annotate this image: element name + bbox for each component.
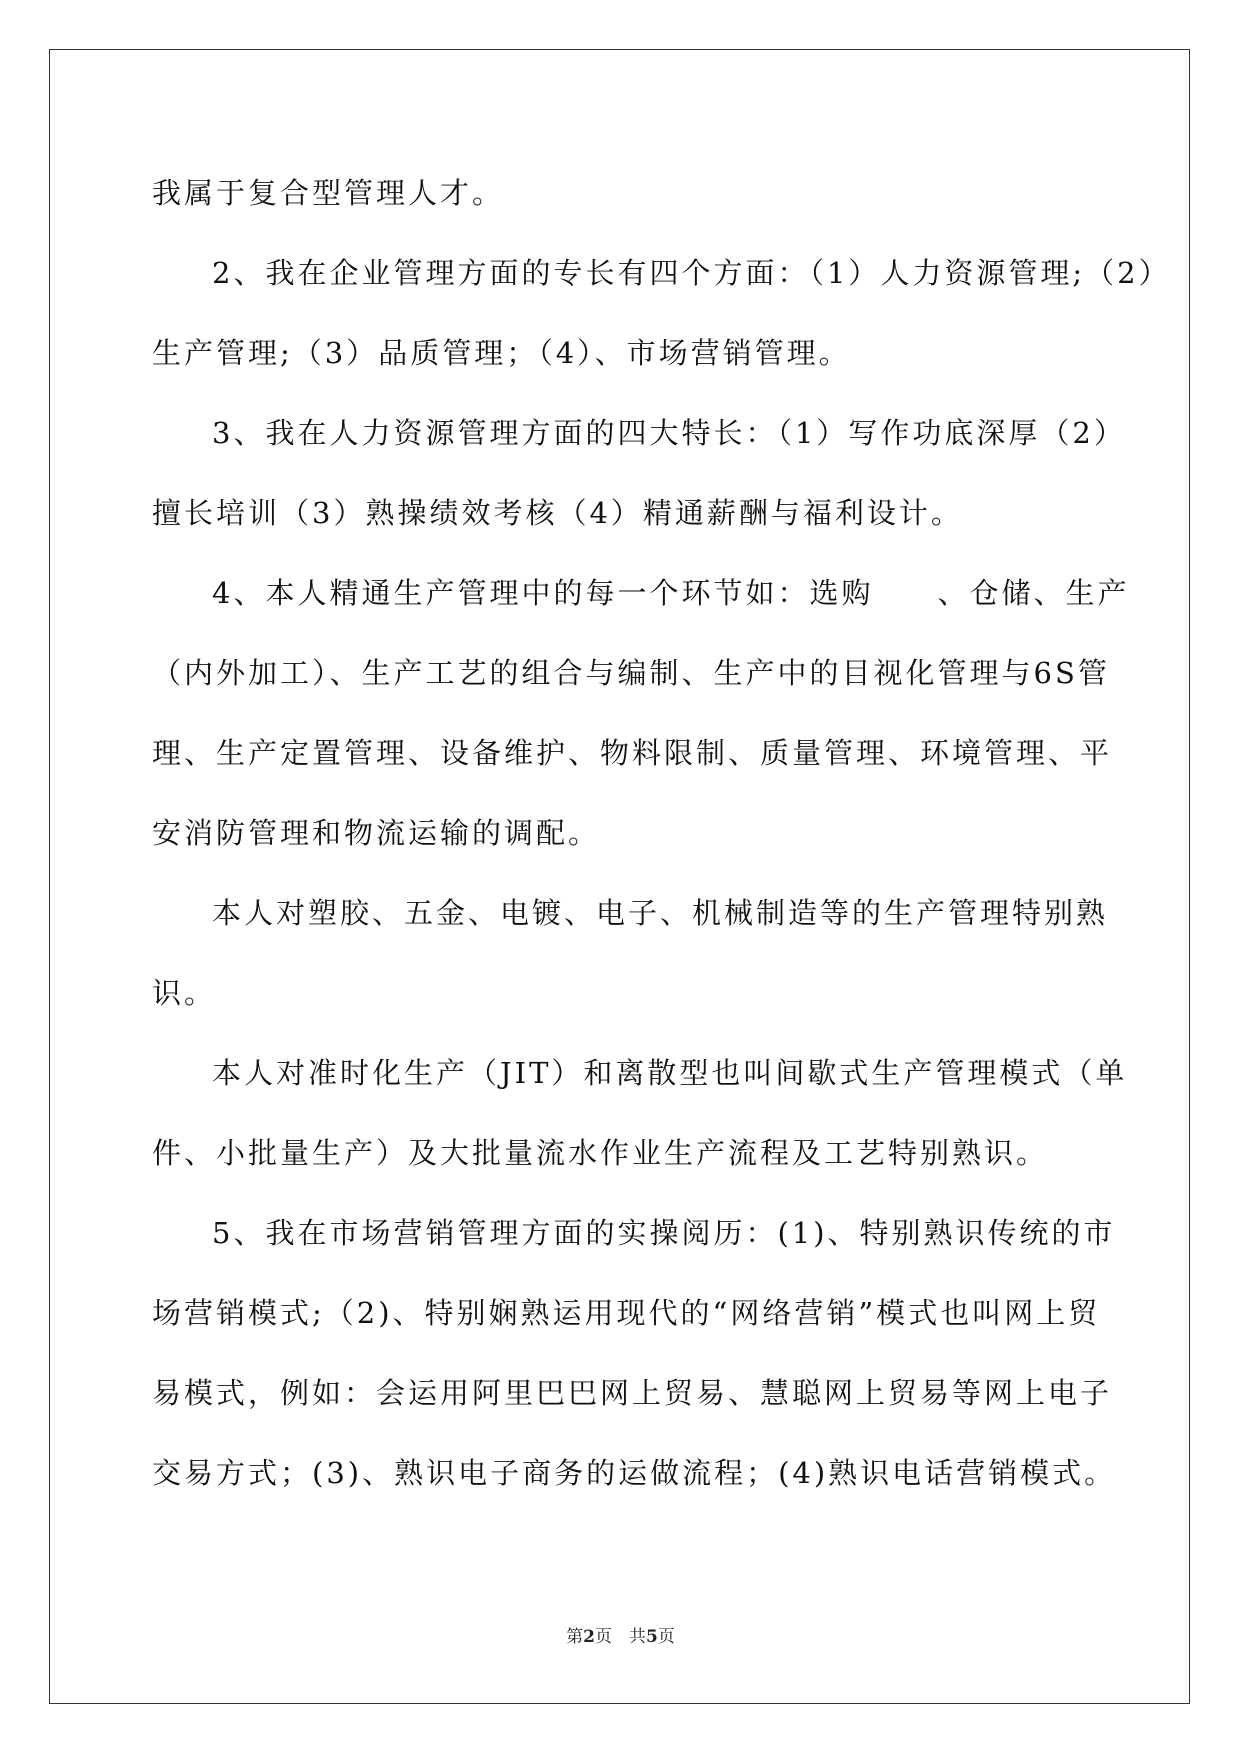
- text-line: 件、小批量生产）及大批量流水作业生产流程及工艺特别熟识。: [152, 1136, 1049, 1170]
- text-line: 3、我在人力资源管理方面的四大特长：（1）写作功底深厚（2）: [212, 416, 1126, 450]
- text-line: 理、生产定置管理、设备维护、物料限制、质量管理、环境管理、平: [152, 736, 1113, 770]
- text-line: 本人对塑胶、五金、电镀、电子、机械制造等的生产管理特别熟: [212, 896, 1109, 930]
- page-footer: [0, 1622, 1241, 1647]
- text-line: 交易方式；(3)、熟识电子商务的运做流程；(4)熟识电话营销模式。: [152, 1456, 1117, 1490]
- text-line: 场营销模式;（2)、特别娴熟运用现代的“网络营销”模式也叫网上贸: [152, 1296, 1101, 1330]
- text-line: （内外加工）、生产工艺的组合与编制、生产中的目视化管理与6S管: [152, 656, 1110, 690]
- text-line: 识。: [152, 976, 217, 1010]
- total-page-number: 5: [646, 1627, 658, 1647]
- current-page-number: 2: [583, 1627, 595, 1647]
- text-line: 我属于复合型管理人才。: [152, 176, 505, 210]
- text-line: 易模式，例如：会运用阿里巴巴网上贸易、慧聪网上贸易等网上电子: [152, 1376, 1113, 1410]
- text-line: 5、我在市场营销管理方面的实操阅历：(1)、特别熟识传统的市: [212, 1216, 1116, 1250]
- footer-suffix: 页: [657, 1627, 675, 1647]
- footer-mid: 页 共: [595, 1627, 646, 1647]
- text-line: 4、本人精通生产管理中的每一个环节如：选购 、仓储、生产: [212, 576, 1130, 610]
- text-line: 擅长培训（3）熟操绩效考核（4）精通薪酬与福利设计。: [152, 496, 963, 530]
- footer-prefix: 第: [566, 1627, 584, 1647]
- text-line: 生产管理;（3）品质管理；（4）、市场营销管理。: [152, 336, 851, 370]
- text-line: 本人对准时化生产（JIT）和离散型也叫间歇式生产管理模式（单: [212, 1056, 1128, 1090]
- text-line: 2、我在企业管理方面的专长有四个方面：（1）人力资源管理;（2）: [212, 256, 1171, 290]
- text-line: 安消防管理和物流运输的调配。: [152, 816, 601, 850]
